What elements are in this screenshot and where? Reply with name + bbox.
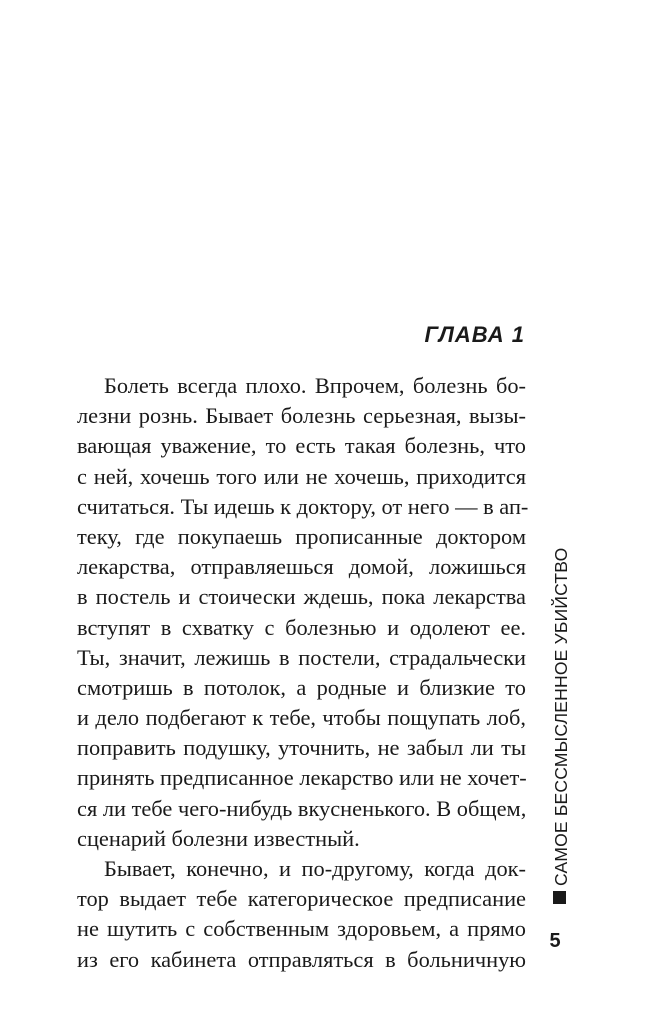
text-line: Болеть всегда плохо. Впрочем, болезнь бо-: [104, 373, 526, 398]
text-line: в постель и стоически ждешь, пока лекарства: [77, 584, 526, 610]
text-line: смотришь в потолок, а родные и близкие то: [77, 674, 526, 700]
text-line: принять предписанное лекарство или не хочет-: [77, 765, 527, 791]
text-line: поправить подушку, уточнить, не забыл ли ты: [77, 735, 526, 761]
text-line: лезни рознь. Бывает болезнь серьезная, вызы-: [77, 403, 526, 429]
text-line: Ты, значит, лежишь в постели, страдальчески: [77, 644, 526, 670]
running-head-title: САМОЕ БЕССМЫСЛЕННОЕ УБИЙСТВО: [551, 547, 571, 886]
text-line: сценарий болезни известный.: [77, 825, 360, 851]
text-line: лекарства, отправляешься домой, ложишься: [77, 554, 526, 580]
running-head: [543, 540, 579, 912]
text-line: с ней, хочешь того или не хочешь, приходится: [77, 463, 526, 489]
text-line: ся ли тебе чего-нибудь вкусненького. В общем,: [77, 795, 527, 821]
square-bullet-icon: [553, 891, 566, 904]
text-line: теку, где покупаешь прописанные доктором: [77, 523, 526, 549]
text-line: вступят в схватку с болезнью и одолеют ее.: [77, 614, 526, 640]
body-text: [77, 371, 529, 975]
text-line: тор выдает тебе категорическое предписание: [77, 886, 526, 912]
text-line: Бывает, конечно, и по-другому, когда док-: [104, 856, 526, 881]
chapter-title: ГЛАВА 1: [424, 322, 525, 347]
text-line: и дело подбегают к тебе, чтобы пощупать лоб,: [77, 705, 526, 731]
text-line: из его кабинета отправляться в больничную: [77, 946, 526, 972]
text-line: вающая уважение, то есть такая болезнь, что: [77, 433, 526, 459]
text-line: не шутить с собственным здоровьем, а прямо: [77, 916, 526, 942]
text-line: считаться. Ты идешь к доктору, от него — в ап-: [77, 493, 529, 519]
page-number: 5: [549, 930, 561, 952]
